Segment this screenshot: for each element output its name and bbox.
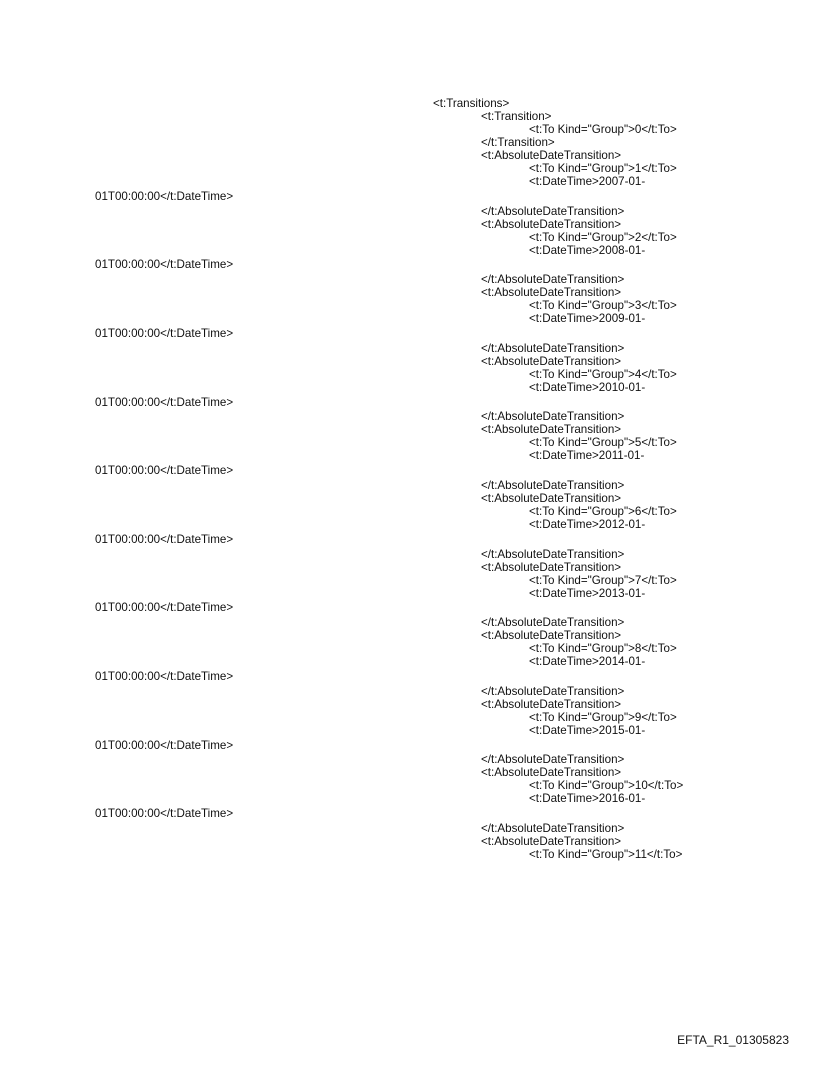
xml-line-wrapped: 01T00:00:00</t:DateTime> bbox=[95, 532, 234, 546]
xml-line-wrapped: 01T00:00:00</t:DateTime> bbox=[95, 327, 234, 340]
xml-line: <t:To Kind="Group">10</t:To> bbox=[529, 779, 684, 793]
xml-line-wrapped: 01T00:00:00</t:DateTime> bbox=[95, 258, 234, 272]
xml-line: </t:AbsoluteDateTransition> bbox=[481, 753, 625, 767]
xml-line: </t:AbsoluteDateTransition> bbox=[481, 341, 625, 355]
xml-line: <t:AbsoluteDateTransition> bbox=[481, 629, 622, 643]
xml-line: </t:AbsoluteDateTransition> bbox=[481, 547, 625, 561]
xml-line: <t:Transitions> bbox=[433, 97, 510, 110]
xml-line: <t:AbsoluteDateTransition> bbox=[481, 560, 622, 574]
xml-line: <t:DateTime>2011-01- bbox=[529, 449, 645, 463]
xml-line: <t:DateTime>2010-01- bbox=[529, 380, 646, 394]
xml-line: <t:To Kind="Group">8</t:To> bbox=[529, 642, 677, 656]
xml-line: <t:AbsoluteDateTransition> bbox=[481, 492, 622, 505]
xml-line-wrapped: 01T00:00:00</t:DateTime> bbox=[95, 670, 234, 683]
xml-line: <t:Transition> bbox=[481, 110, 552, 123]
xml-line: <t:DateTime>2007-01- bbox=[529, 175, 646, 188]
xml-line-wrapped: 01T00:00:00</t:DateTime> bbox=[95, 807, 234, 821]
xml-line: </t:AbsoluteDateTransition> bbox=[481, 273, 625, 287]
xml-line: <t:DateTime>2008-01- bbox=[529, 243, 646, 257]
xml-line: <t:AbsoluteDateTransition> bbox=[481, 766, 622, 780]
xml-line: <t:To Kind="Group">11</t:To> bbox=[529, 848, 683, 861]
xml-line: </t:AbsoluteDateTransition> bbox=[481, 822, 625, 835]
xml-line: <t:DateTime>2012-01- bbox=[529, 518, 646, 531]
xml-line: <t:AbsoluteDateTransition> bbox=[481, 217, 622, 231]
xml-line: <t:To Kind="Group">0</t:To> bbox=[529, 123, 677, 136]
xml-line: </t:Transition> bbox=[481, 136, 555, 149]
xml-line-wrapped: 01T00:00:00</t:DateTime> bbox=[95, 601, 234, 615]
xml-line: <t:To Kind="Group">4</t:To> bbox=[529, 367, 677, 381]
xml-line: <t:To Kind="Group">2</t:To> bbox=[529, 230, 677, 244]
xml-line: </t:AbsoluteDateTransition> bbox=[481, 479, 625, 492]
xml-line: </t:AbsoluteDateTransition> bbox=[481, 410, 625, 424]
xml-line: </t:AbsoluteDateTransition> bbox=[481, 204, 625, 218]
xml-line: <t:To Kind="Group">3</t:To> bbox=[529, 299, 677, 313]
xml-line: <t:To Kind="Group">1</t:To> bbox=[529, 162, 677, 175]
document-id-footer: EFTA_R1_01305823 bbox=[677, 1033, 789, 1047]
xml-line: <t:DateTime>2014-01- bbox=[529, 655, 646, 669]
xml-line: <t:To Kind="Group">5</t:To> bbox=[529, 436, 677, 450]
xml-line: </t:AbsoluteDateTransition> bbox=[481, 684, 625, 698]
xml-line-wrapped: 01T00:00:00</t:DateTime> bbox=[95, 464, 234, 478]
xml-line: <t:To Kind="Group">9</t:To> bbox=[529, 710, 677, 724]
xml-line: <t:AbsoluteDateTransition> bbox=[481, 149, 622, 162]
xml-line-wrapped: 01T00:00:00</t:DateTime> bbox=[95, 738, 234, 752]
xml-line: <t:To Kind="Group">6</t:To> bbox=[529, 505, 677, 518]
xml-line: </t:AbsoluteDateTransition> bbox=[481, 616, 625, 630]
xml-line: <t:DateTime>2009-01- bbox=[529, 312, 646, 326]
xml-line: <t:AbsoluteDateTransition> bbox=[481, 697, 622, 711]
xml-line: <t:DateTime>2015-01- bbox=[529, 723, 646, 737]
xml-line: <t:AbsoluteDateTransition> bbox=[481, 354, 622, 368]
xml-line: <t:DateTime>2016-01- bbox=[529, 792, 646, 806]
xml-line: <t:AbsoluteDateTransition> bbox=[481, 423, 622, 437]
xml-line: <t:AbsoluteDateTransition> bbox=[481, 835, 622, 848]
xml-line: <t:AbsoluteDateTransition> bbox=[481, 286, 622, 300]
xml-line: <t:DateTime>2013-01- bbox=[529, 586, 646, 600]
xml-line-wrapped: 01T00:00:00</t:DateTime> bbox=[95, 189, 234, 203]
xml-line-wrapped: 01T00:00:00</t:DateTime> bbox=[95, 395, 234, 409]
xml-line: <t:To Kind="Group">7</t:To> bbox=[529, 573, 677, 587]
